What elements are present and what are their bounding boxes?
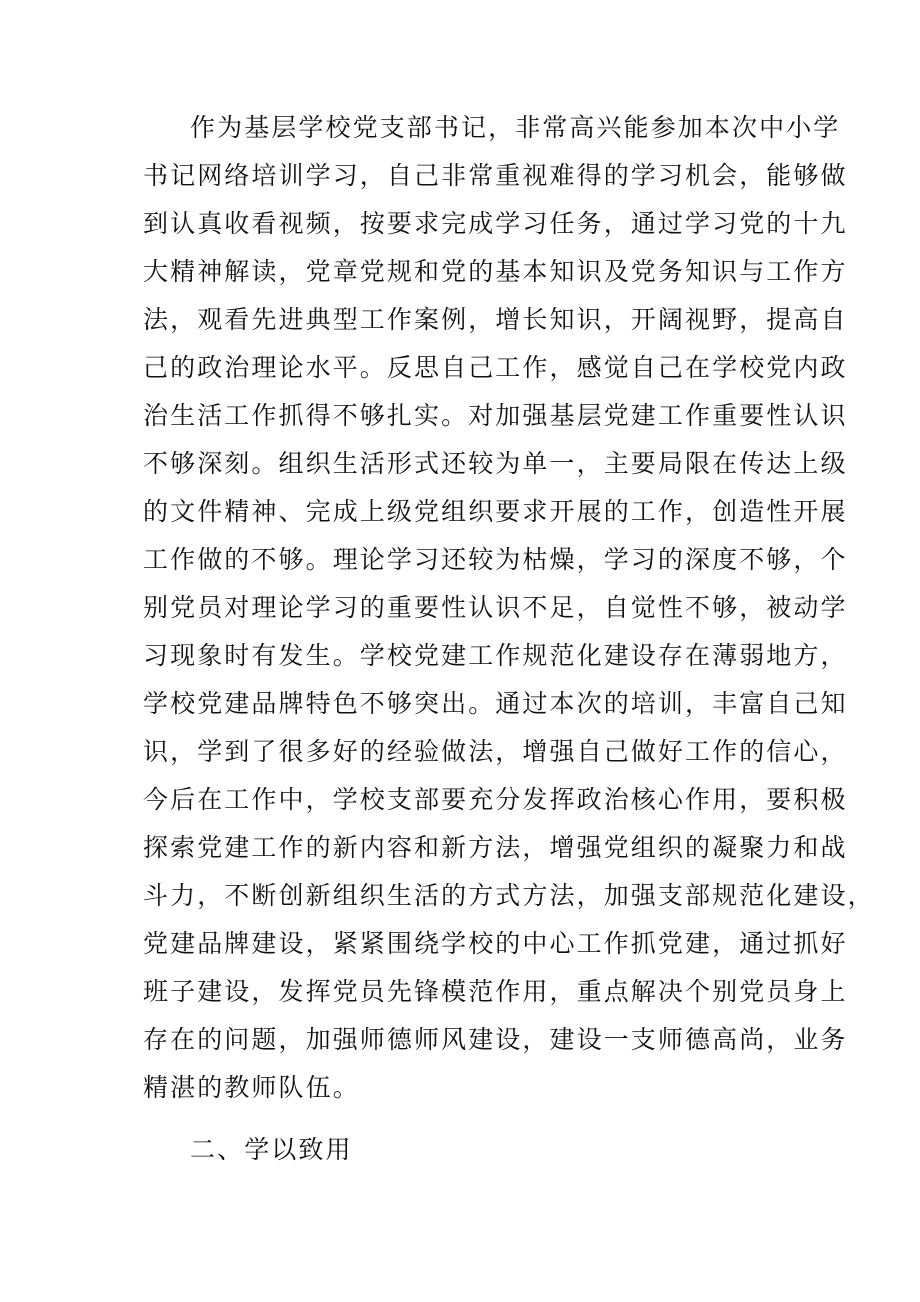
paragraph-line-14: 识，学到了很多好的经验做法，增强自己做好工作的信心， — [143, 737, 848, 766]
paragraph-line-3: 到认真收看视频，按要求完成学习任务，通过学习党的十九 — [143, 209, 848, 238]
paragraph-line-12: 习现象时有发生。学校党建工作规范化建设存在薄弱地方， — [143, 641, 848, 670]
paragraph-line-10: 工作做的不够。理论学习还较为枯燥，学习的深度不够，个 — [143, 545, 848, 574]
paragraph-line-6: 己的政治理论水平。反思自己工作，感觉自己在学校党内政 — [143, 353, 848, 382]
paragraph-line-4: 大精神解读，党章党规和党的基本知识及党务知识与工作方 — [143, 257, 848, 286]
paragraph-line-20: 存在的问题，加强师德师风建设，建设一支师德高尚，业务 — [143, 1025, 848, 1054]
paragraph-line-9: 的文件精神、完成上级党组织要求开展的工作，创造性开展 — [143, 497, 848, 526]
paragraph-line-15: 今后在工作中，学校支部要充分发挥政治核心作用，要积极 — [143, 785, 848, 814]
paragraph-line-8: 不够深刻。组织生活形式还较为单一，主要局限在传达上级 — [143, 449, 848, 478]
paragraph-line-13: 学校党建品牌特色不够突出。通过本次的培训，丰富自己知 — [143, 689, 848, 718]
paragraph-line-5: 法，观看先进典型工作案例，增长知识，开阔视野，提高自 — [143, 305, 848, 334]
paragraph-line-16: 探索党建工作的新内容和新方法，增强党组织的凝聚力和战 — [143, 833, 848, 862]
paragraph-line-7: 治生活工作抓得不够扎实。对加强基层党建工作重要性认识 — [143, 401, 848, 430]
paragraph-line-21: 精湛的教师队伍。 — [143, 1073, 360, 1102]
paragraph-line-17: 斗力，不断创新组织生活的方式方法，加强支部规范化建设， — [143, 881, 875, 910]
paragraph-line-18: 党建品牌建设，紧紧围绕学校的中心工作抓党建，通过抓好 — [143, 929, 848, 958]
section-heading: 二、学以致用 — [190, 1135, 353, 1164]
paragraph-line-11: 别党员对理论学习的重要性认识不足，自觉性不够，被动学 — [143, 593, 848, 622]
paragraph-line-1: 作为基层学校党支部书记，非常高兴能参加本次中小学 — [190, 113, 841, 142]
paragraph-line-2: 书记网络培训学习，自己非常重视难得的学习机会，能够做 — [143, 161, 848, 190]
paragraph-line-19: 班子建设，发挥党员先锋模范作用，重点解决个别党员身上 — [143, 977, 848, 1006]
